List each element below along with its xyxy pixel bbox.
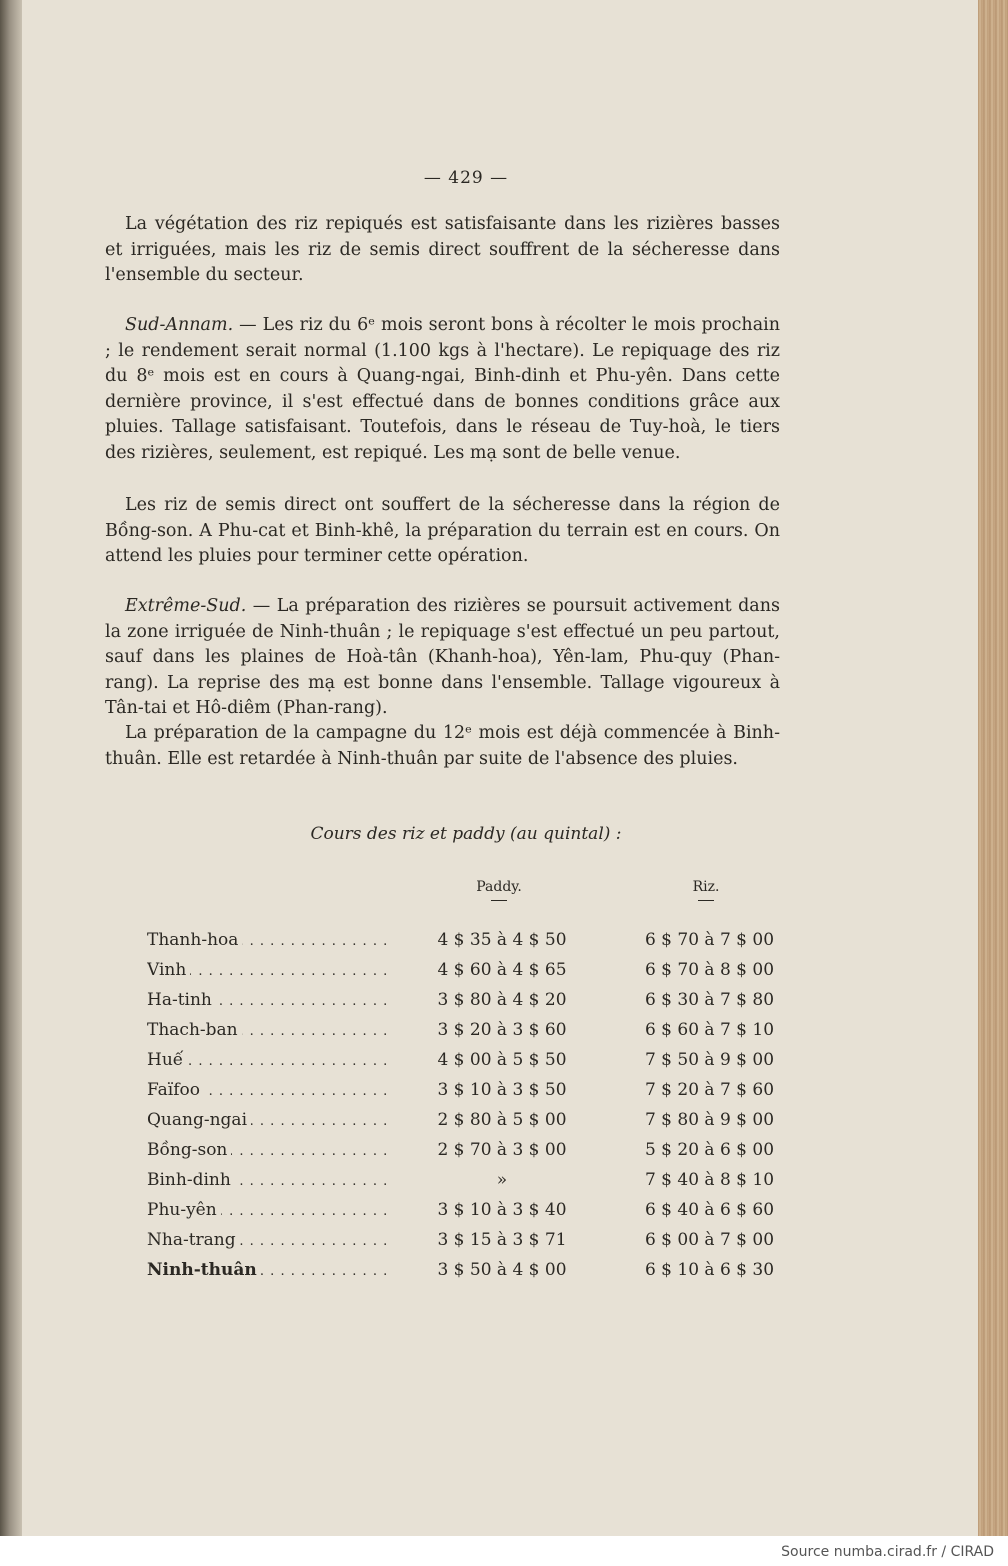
place-name: Quang-ngai [147,1110,251,1130]
paddy-price: 3 $ 15 à 3 $ 71 [437,1230,567,1250]
place-cell [147,930,387,950]
place-cell [147,1110,387,1130]
page-number: — 429 — [423,168,509,188]
place-name: Bồng-son [147,1140,231,1160]
place-name: Thanh-hoa [147,930,242,950]
riz-price: 6 $ 70 à 7 $ 00 [644,930,775,950]
paddy-price: 4 $ 35 à 4 $ 50 [437,930,567,950]
place-cell [147,1050,387,1070]
riz-price: 7 $ 80 à 9 $ 00 [644,1110,775,1130]
place-name: Faïfoo [147,1080,204,1100]
place-cell [147,1260,387,1280]
place-cell [147,1020,387,1040]
place-name: Vinh [147,960,190,980]
riz-price: 7 $ 40 à 8 $ 10 [644,1170,775,1190]
place-name: Binh-dinh [147,1170,235,1190]
table-row [22,960,978,990]
paddy-price: 3 $ 20 à 3 $ 60 [437,1020,567,1040]
paragraph-semis-direct: Les riz de semis direct ont souffert de la sécheresse dans la région de Bồng-son. A Phu-cat et Binh-khê, la préparation du terrain est en cours. On attend les pluies pour terminer cette opération. [105,495,780,566]
table-row [22,1050,978,1080]
table-caption: Cours des riz et paddy (au quintal) : [310,824,622,844]
riz-price: 5 $ 20 à 6 $ 00 [644,1140,775,1160]
price-table [22,930,978,1290]
table-row [22,1020,978,1050]
paragraph-extreme-sud [105,594,780,722]
place-name: Ninh-thuân [147,1260,261,1280]
place-cell [147,1080,387,1100]
place-cell [147,960,387,980]
paragraph-extreme-sud-text: — La préparation des rizières se poursuit activement dans la zone irriguée de Ninh-thuân ; le repiquage s'est effectué un peu partout, sauf dans les plaines de Hoà-tân (Khanh-hoa), Yên-lam, Phu-quy (Phan-rang). La reprise des mạ est bonne dans l'ensemble. Tallage vigoureux à Tân-tai et Hô-diêm (Phan-rang). [105,596,780,718]
table-row [22,1080,978,1110]
place-cell [147,1200,387,1220]
paragraph-sud-annam-text: — Les riz du 6ᵉ mois seront bons à récolter le mois prochain ; le rendement serait normal (1.100 kgs à l'hectare). Le repiquage des riz du 8ᵉ mois est en cours à Quang-ngai, Binh-dinh et Phu-yên. Dans cette dernière province, il s'est effectué dans de bonnes conditions grâce aux pluies. Tallage satisfaisant. Toutefois, dans le réseau de Tuy-hoà, le tiers des rizières, seulement, est repiqué. Les mạ sont de belle venue. [105,315,780,463]
place-cell [147,1230,387,1250]
section-lead-extreme-sud: Extrême-Sud. [125,596,247,616]
paddy-price: 3 $ 10 à 3 $ 40 [437,1200,567,1220]
paddy-price: 3 $ 10 à 3 $ 50 [437,1080,567,1100]
riz-price: 6 $ 10 à 6 $ 30 [644,1260,775,1280]
riz-price: 6 $ 40 à 6 $ 60 [644,1200,775,1220]
riz-price: 7 $ 50 à 9 $ 00 [644,1050,775,1070]
column-header-riz: Riz. [692,879,720,895]
paragraph-sud-annam [105,313,780,466]
document-page [22,0,978,1536]
paragraph-campagne: La préparation de la campagne du 12ᵉ mois est déjà commencée à Binh-thuân. Elle est retardée à Ninh-thuân par suite de l'absence des pluies. [105,723,780,769]
paddy-price: 4 $ 00 à 5 $ 50 [437,1050,567,1070]
table-row [22,1110,978,1140]
table-row [22,990,978,1020]
column-header-paddy: Paddy. [476,879,522,895]
riz-price: 6 $ 30 à 7 $ 80 [644,990,775,1010]
place-name: Phu-yên [147,1200,221,1220]
paddy-price: 3 $ 50 à 4 $ 00 [437,1260,567,1280]
riz-price: 6 $ 00 à 7 $ 00 [644,1230,775,1250]
place-name: Nha-trang [147,1230,240,1250]
paddy-price: » [496,1170,508,1190]
section-lead-sud-annam: Sud-Annam. [125,315,234,335]
book-spine-shadow [0,0,22,1540]
paddy-price: 2 $ 80 à 5 $ 00 [437,1110,567,1130]
place-cell [147,990,387,1010]
riz-price: 7 $ 20 à 7 $ 60 [644,1080,775,1100]
riz-price: 6 $ 60 à 7 $ 10 [644,1020,775,1040]
table-row [22,1140,978,1170]
riz-price: 6 $ 70 à 8 $ 00 [644,960,775,980]
paragraph-vegetation: La végétation des riz repiqués est satisfaisante dans les rizières basses et irriguées, mais les riz de semis direct souffrent de la sécheresse dans l'ensemble du secteur. [105,214,780,285]
paddy-price: 3 $ 80 à 4 $ 20 [437,990,567,1010]
table-row [22,930,978,960]
place-name: Thach-ban [147,1020,242,1040]
column-dash-paddy [491,900,507,901]
source-credit: Source numba.cirad.fr / CIRAD [781,1544,994,1560]
place-name: Huế [147,1050,187,1070]
place-name: Ha-tinh [147,990,216,1010]
paddy-price: 2 $ 70 à 3 $ 00 [437,1140,567,1160]
table-row [22,1230,978,1260]
table-row [22,1260,978,1290]
table-row [22,1200,978,1230]
paddy-price: 4 $ 60 à 4 $ 65 [437,960,567,980]
table-row [22,1170,978,1200]
column-dash-riz [698,900,714,901]
place-cell [147,1140,387,1160]
place-cell [147,1170,387,1190]
